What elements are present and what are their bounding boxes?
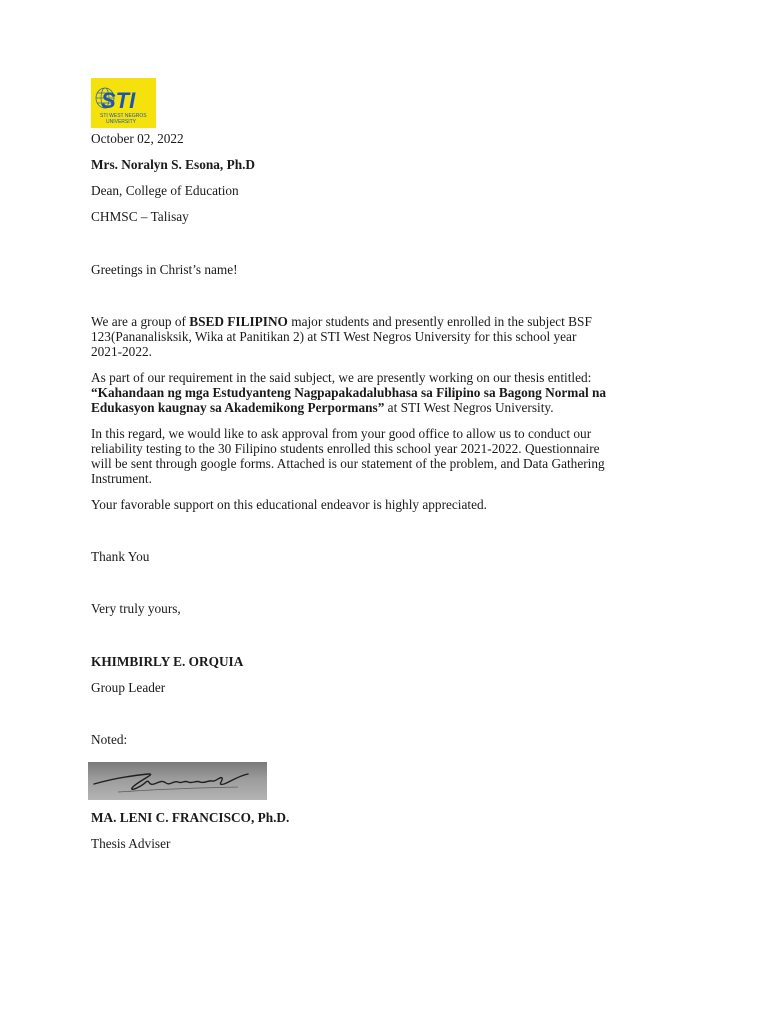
thanks: Thank You: [91, 549, 150, 564]
letter-date: October 02, 2022: [91, 131, 184, 146]
sender-name: KHIMBIRLY E. ORQUIA: [91, 654, 244, 669]
paragraph-4: Your favorable support on this educational endeavor is highly appreciated.: [91, 497, 487, 512]
svg-text:UNIVERSITY: UNIVERSITY: [106, 119, 137, 125]
signature-icon: [88, 762, 267, 800]
adviser-title: Thesis Adviser: [91, 836, 171, 851]
paragraph-3: In this regard, we would like to ask approval from your good office to allow us to conduct our reliability testing to the 30 Filipino students enrolled this school year 2021-2022. Questionnaire will be sent through google forms. Attached is our statement of the problem, and Data Gathering Instrument.: [91, 426, 605, 486]
sender-title: Group Leader: [91, 680, 166, 695]
recipient-name: Mrs. Noralyn S. Esona, Ph.D: [91, 157, 256, 172]
handwritten-signature: [88, 762, 267, 800]
closing: Very truly yours,: [91, 601, 181, 616]
recipient-org: CHMSC – Talisay: [91, 209, 189, 224]
paragraph-1: We are a group of BSED FILIPINO major students and presently enrolled in the subject BSF 123(Pananalisksik, Wika at Panitikan 2) at STI West Negros University for this school year 2021-2022.: [91, 314, 592, 359]
paragraph-2: As part of our requirement in the said subject, we are presently working on our thesis entitled: “Kahandaan ng mga Estudyanteng Nagpapakadalubhasa sa Filipino sa Bagong Normal na Edukasyon kaugnay sa Akademikong Perpormans” at STI West Negros University.: [91, 370, 607, 415]
adviser-name: MA. LENI C. FRANCISCO, Ph.D.: [91, 810, 290, 825]
svg-text:STI: STI: [101, 88, 136, 113]
svg-text:STI WEST NEGROS: STI WEST NEGROS: [100, 113, 147, 119]
greeting: Greetings in Christ’s name!: [91, 262, 238, 277]
sti-logo-icon: [91, 78, 156, 128]
recipient-title: Dean, College of Education: [91, 183, 239, 198]
sti-logo: [91, 78, 156, 128]
noted-label: Noted:: [91, 732, 128, 747]
